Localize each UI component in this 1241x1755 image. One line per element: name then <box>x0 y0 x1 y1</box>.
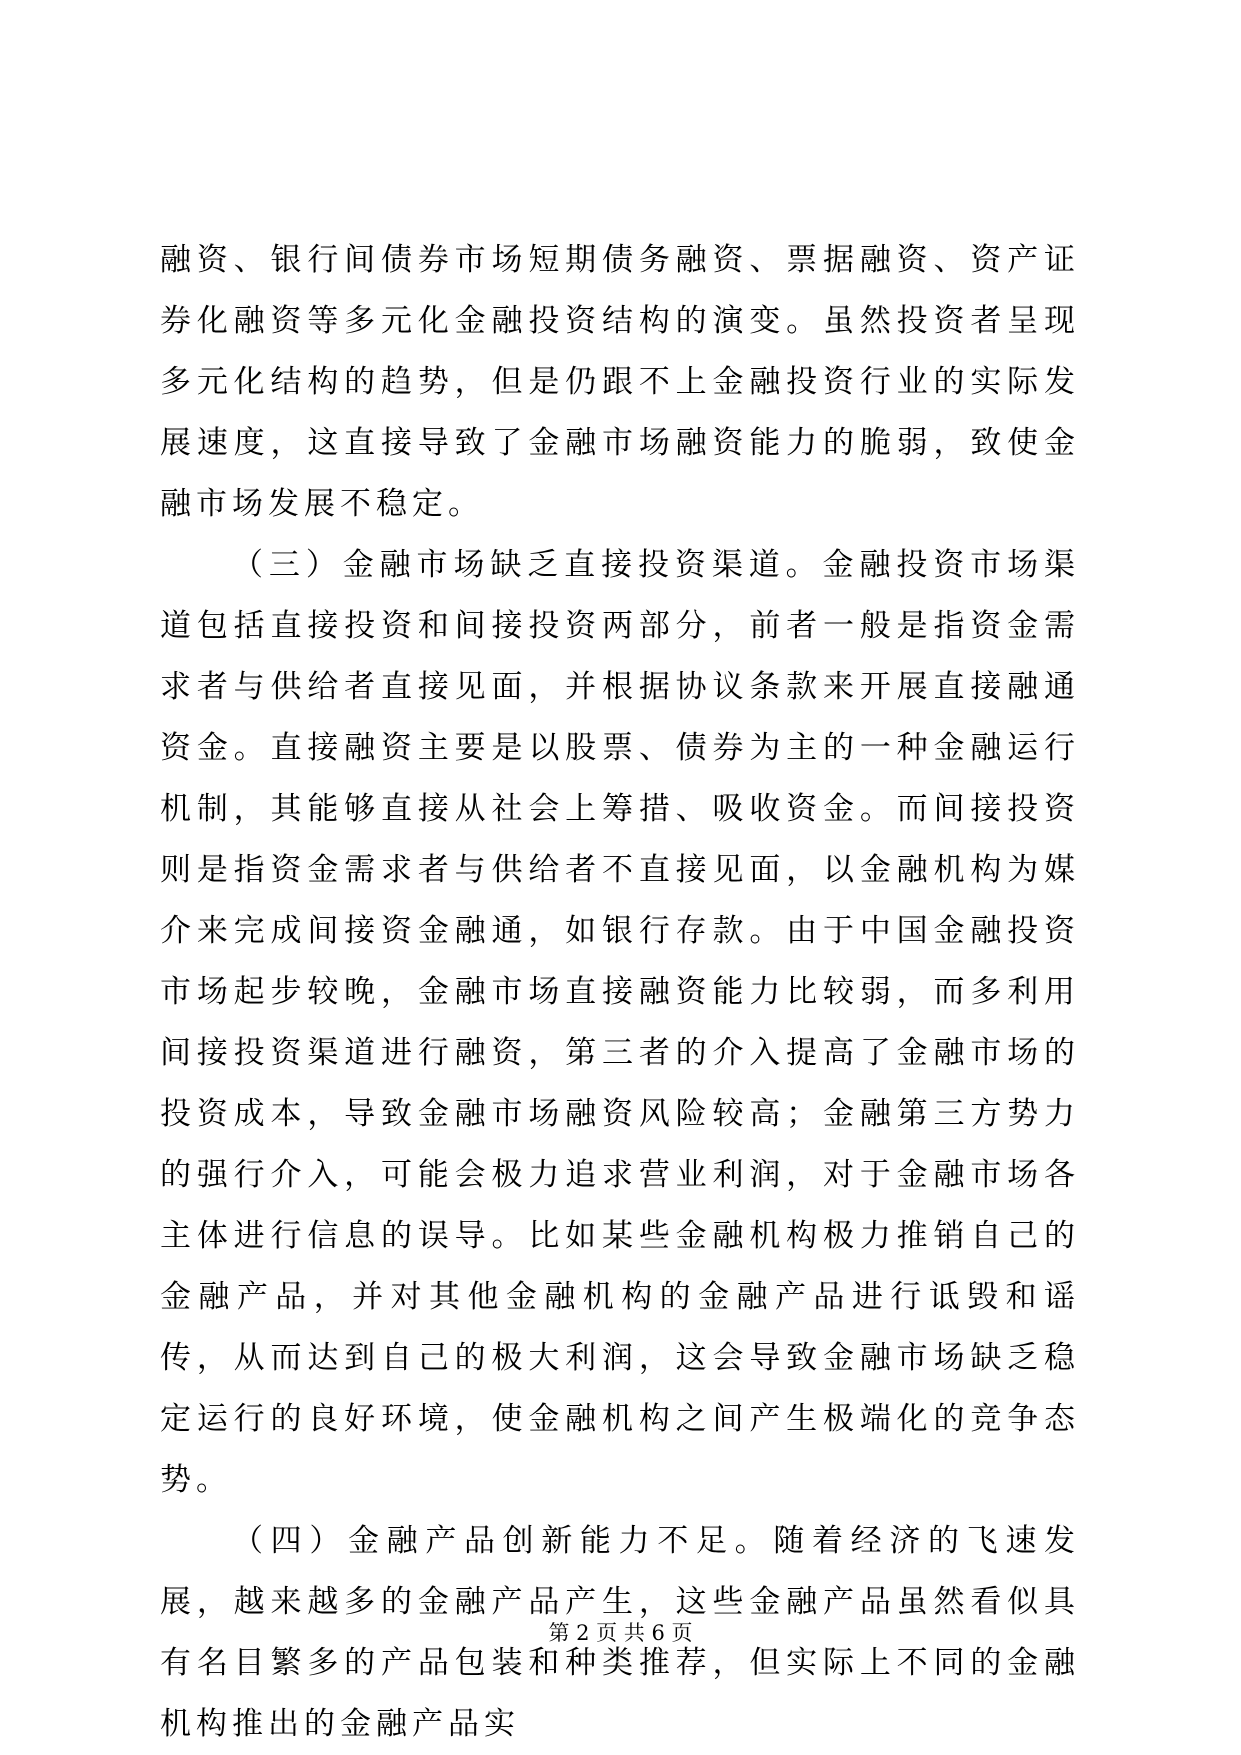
paragraph-section-4: （四）金融产品创新能力不足。随着经济的飞速发展，越来越多的金融产品产生，这些金融产品虽然看似具有名目繁多的产品包装和种类推荐，但实际上不同的金融机构推出的金融产品实 <box>160 1523 1080 1742</box>
paragraph-section-3: （三）金融市场缺乏直接投资渠道。金融投资市场渠道包括直接投资和间接投资两部分，前者一般是指资金需求者与供给者直接见面，并根据协议条款来开展直接融通资金。直接融资主要是以股票、债券为主的一种金融运行机制，其能够直接从社会上筹措、吸收资金。而间接投资则是指资金需求者与供给者不直接见面，以金融机构为媒介来完成间接资金融通，如银行存款。由于中国金融投资市场起步较晚，金融市场直接融资能力比较弱，而多利用间接投资渠道进行融资，第三者的介入提高了金融市场的投资成本，导致金融市场融资风险较高；金融第三方势力的强行介入，可能会极力追求营业利润，对于金融市场各主体进行信息的误导。比如某些金融机构极力推销自己的金融产品，并对其他金融机构的金融产品进行诋毁和谣传，从而达到自己的极大利润，这会导致金融市场缺乏稳定运行的良好环境，使金融机构之间产生极端化的竞争态势。 <box>160 547 1080 1498</box>
page-number-footer: 第 2 页 共 6 页 <box>548 1621 693 1645</box>
document-body <box>160 230 1080 1755</box>
paragraph-continuation: 融资、银行间债券市场短期债务融资、票据融资、资产证券化融资等多元化金融投资结构的演变。虽然投资者呈现多元化结构的趋势，但是仍跟不上金融投资行业的实际发展速度，这直接导致了金融市场融资能力的脆弱，致使金融市场发展不稳定。 <box>160 242 1080 522</box>
